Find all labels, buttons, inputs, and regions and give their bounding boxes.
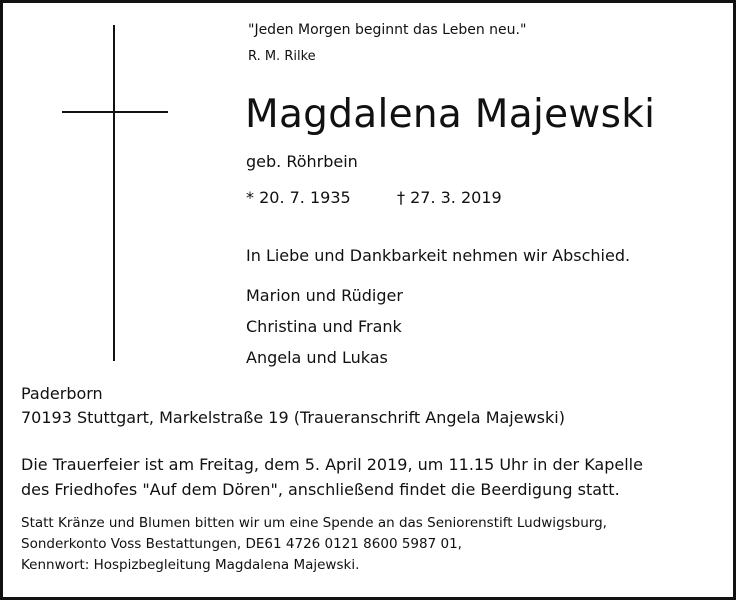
donation-line: Kennwort: Hospizbegleitung Magdalena Majewski. [21, 557, 360, 573]
maiden-name: geb. Röhrbein [246, 152, 358, 171]
farewell-text: In Liebe und Dankbarkeit nehmen wir Abschied. [246, 246, 631, 265]
cross-vertical-bar [113, 25, 115, 361]
cross-horizontal-bar [62, 111, 168, 113]
birth-date: * 20. 7. 1935 [246, 188, 351, 207]
family-member: Christina und Frank [246, 317, 402, 336]
motto-author: R. M. Rilke [248, 49, 316, 64]
death-date: † 27. 3. 2019 [397, 188, 502, 207]
donation-line: Sonderkonto Voss Bestattungen, DE61 4726 0121 8600 5987 01, [21, 536, 462, 552]
service-line: Die Trauerfeier ist am Freitag, dem 5. April 2019, um 11.15 Uhr in der Kapelle [21, 455, 643, 474]
family-member: Angela und Lukas [246, 348, 388, 367]
family-list [246, 280, 403, 373]
family-member: Marion und Rüdiger [246, 286, 403, 305]
donation-info [21, 513, 607, 576]
city: Paderborn [21, 384, 103, 403]
mourning-address: 70193 Stuttgart, Markelstraße 19 (Traueranschrift Angela Majewski) [21, 408, 565, 427]
motto-quote: "Jeden Morgen beginnt das Leben neu." [248, 22, 527, 38]
donation-line: Statt Kränze und Blumen bitten wir um eine Spende an das Seniorenstift Ludwigsburg, [21, 515, 607, 531]
service-info [21, 452, 643, 502]
service-line: des Friedhofes "Auf dem Dören", anschließend findet die Beerdigung statt. [21, 480, 620, 499]
deceased-name: Magdalena Majewski [245, 92, 656, 137]
